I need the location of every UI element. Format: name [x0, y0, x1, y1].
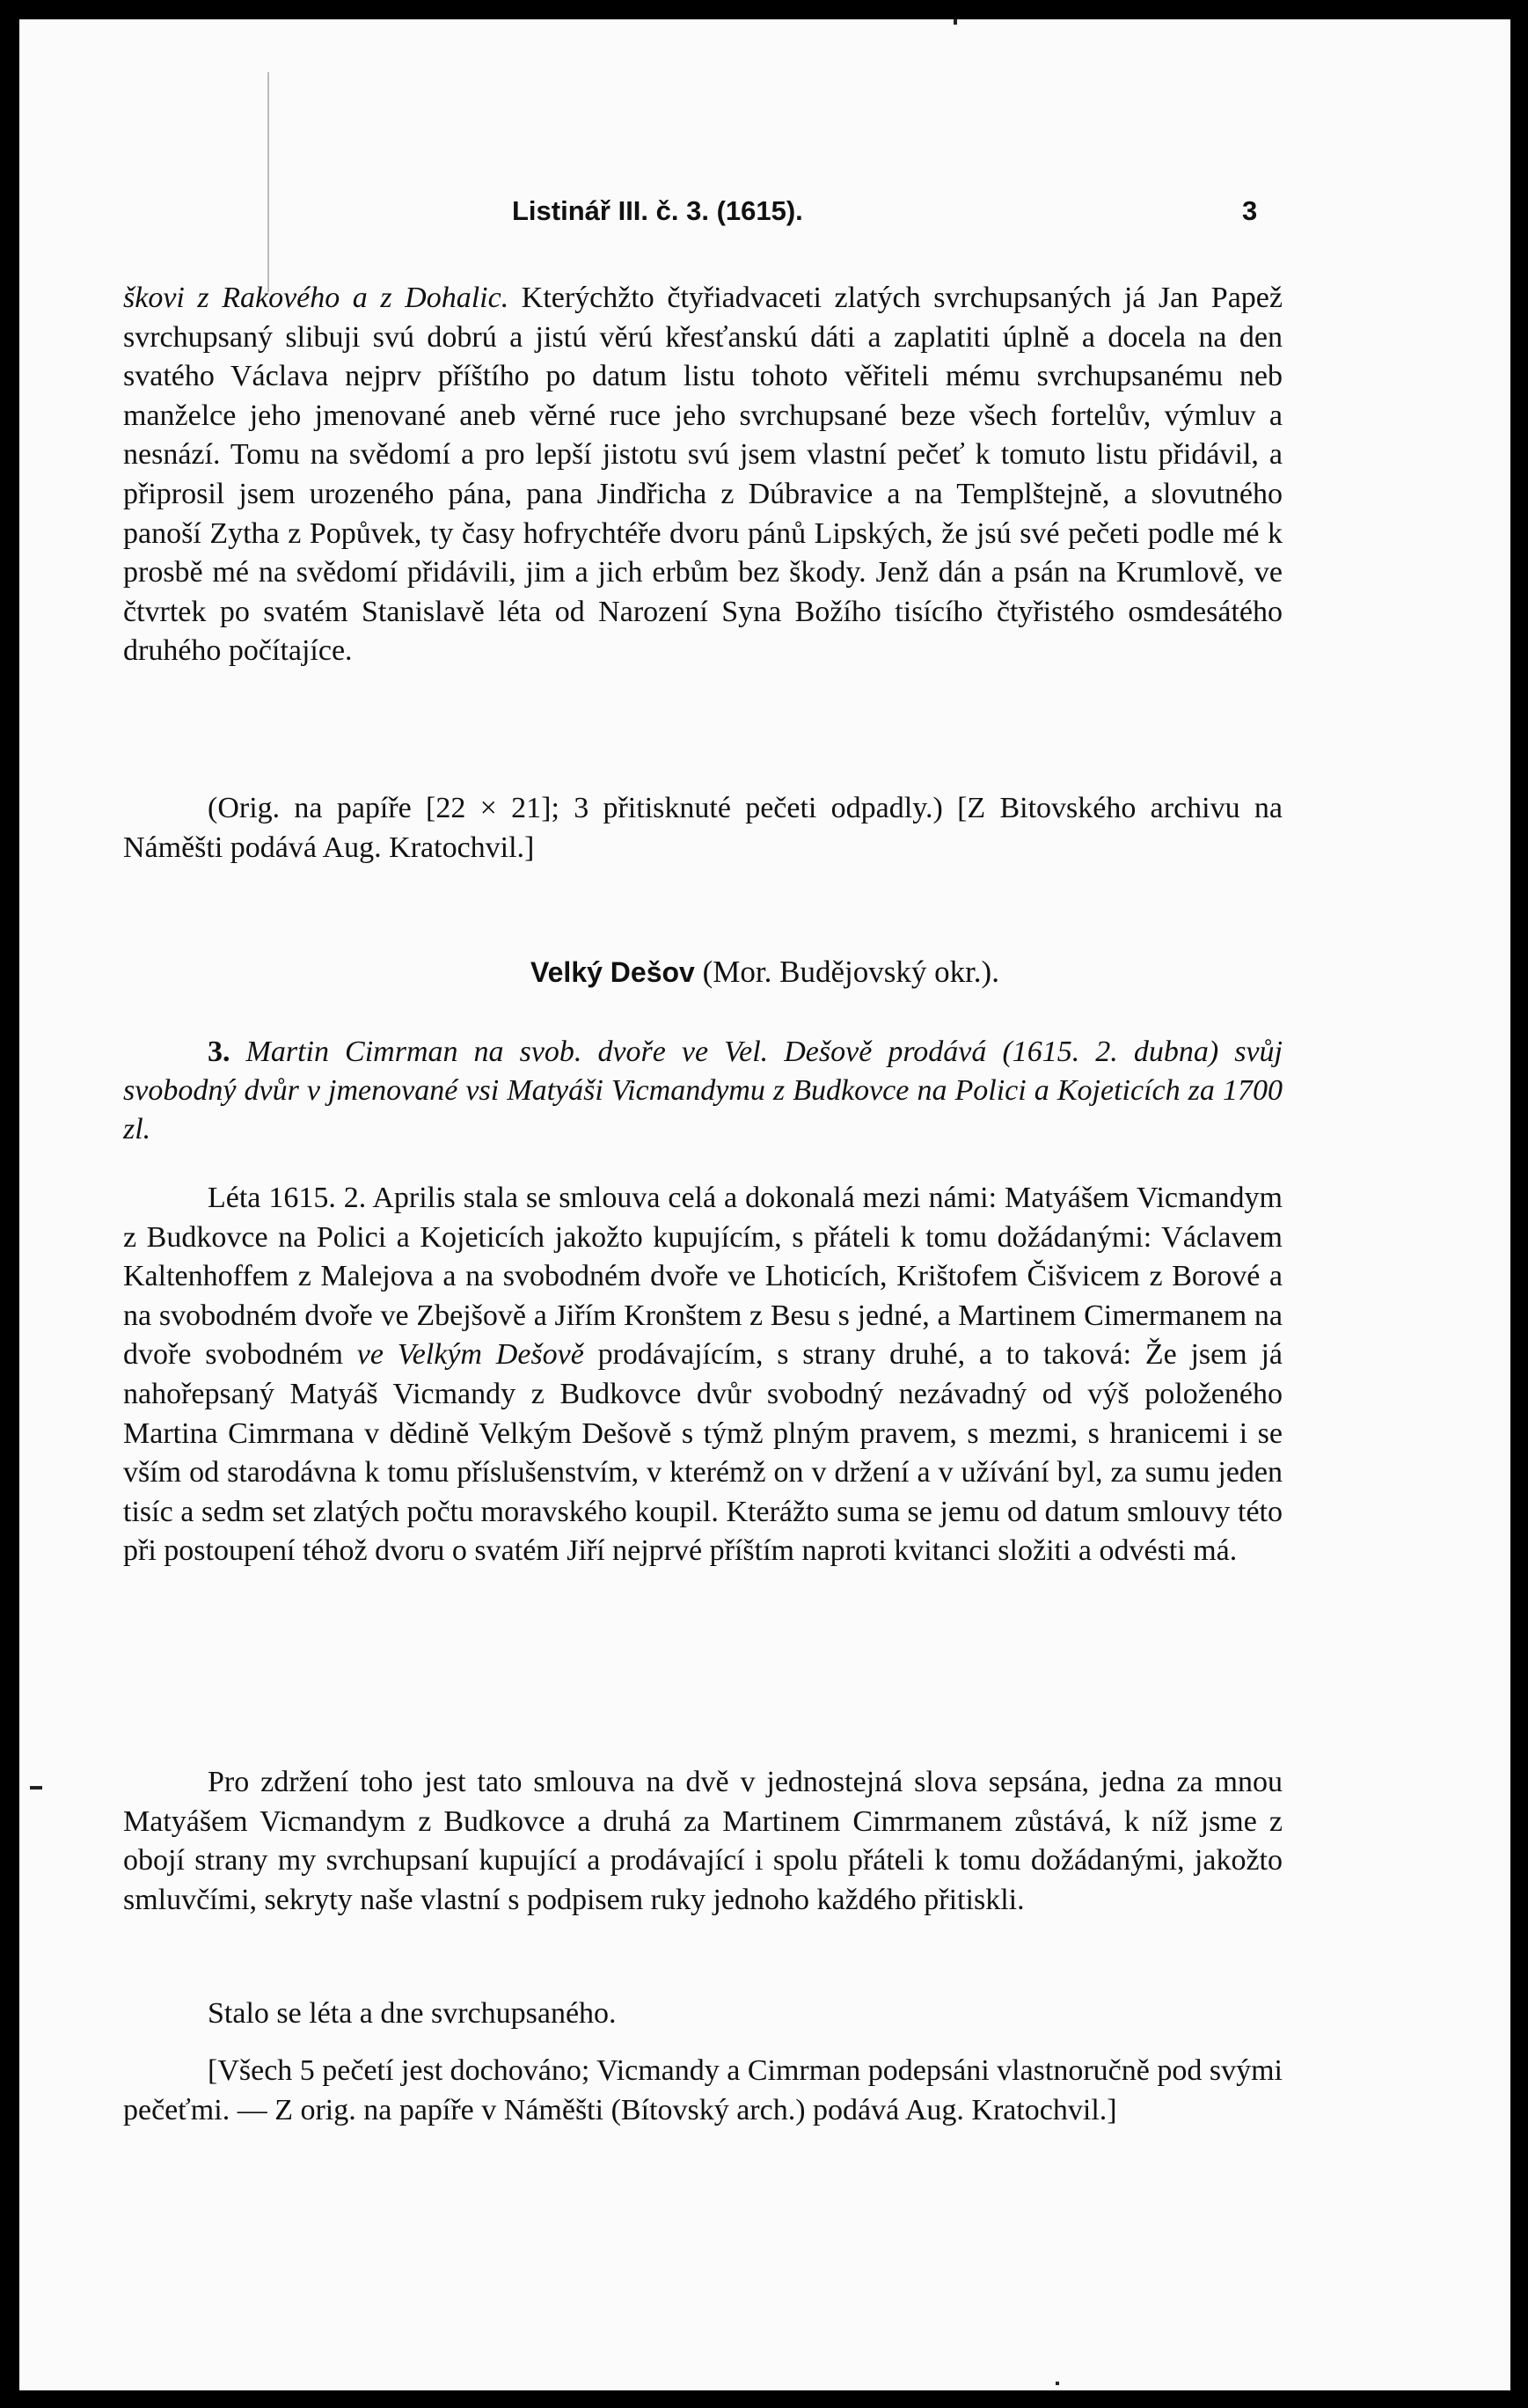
source-note-2: [Všech 5 pečetí jest dochováno; Vicmandy a Cimrman podepsáni vlastnoručně pod svými pečeťmi. — Z orig. na papíře v Náměšti (Bítovský arch.) podává Aug. Kratochvil.]: [123, 2054, 1283, 2126]
continuation-italic-lead: škovi z Rakového a z Dohalic.: [123, 282, 509, 314]
section-heading: [19, 955, 1510, 990]
document-title: Martin Cimrman na svob. dvoře ve Vel. Dešově prodává (1615. 2. dubna) svůj svobodný dvůr v jmenované vsi Matyáši Vicmandymu z Budkovce na Polici a Kojeticích za 1700 zl.: [123, 1036, 1283, 1145]
paragraph-2: Pro zdržení toho jest tato smlouva na dvě v jednostejná slova sepsána, jedna za mnou Matyášem Vicmandym z Budkovce a druhá za Martinem Cimrmanem zůstává, k níž jsme z obojí strany my svrchupsaní kupující a prodávající i spolu přáteli k tomu dožádanými, jakožto smluvčími, sekryty naše vlastní s podpisem ruky jednoho každého přitiskli.: [123, 1766, 1283, 1916]
paragraph-1-italic: ve Velkým Dešově: [356, 1338, 584, 1372]
source-note-1: (Orig. na papíře [22 × 21]; 3 přitisknuté pečeti odpadly.) [Z Bitovského archivu na Náměšti podává Aug. Kratochvil.]: [123, 792, 1283, 864]
continuation-paragraph: [123, 279, 1283, 671]
continuation-text: Kterýchžto čtyřiadvaceti zlatých svrchupsaných já Jan Papež svrchupsaný slibuji svú dobrú a jistú věrú křesťanskú dáti a zaplatiti úplně a docela na den svatého Václava nejprv příštího po datum listu tohoto věřiteli mému svrchupsanému neb manželce jeho jmenované aneb věrné ruce jeho svrchupsané beze všech fortelův, výmluv a nesnází. Tomu na svědomí a pro lepší jistotu svú jsem vlastní pečeť k tomuto listu přidávil, a připrosil jsem urozeného pána, pana Jindřicha z Dúbravice a na Templštejně, a slovutného panoší Zytha z Popůvek, ty časy hofrychtéře dvoru pánů Lipských, že jsú své pečeti podle mé k prosbě mé na svědomí přidávili, jim a jich erbům bez škody. Jenž dán a psán na Krumlově, ve čtvrtek po svatém Stanislavě léta od Narození Syna Božího tisícího čtyřistého osmdesátého druhého počítajíce.: [123, 282, 1283, 668]
dust-speck: [1056, 2382, 1059, 2385]
paragraph-1-after: prodávajícím, s strany druhé, a to taková: Že jsem já nahořepsaný Matyáš Vicmandy z Budkovce dvůr svobodný nezávadný od výš položeného Martina Cimrmana v dědině Velkým Dešově s týmž plným pravem, s mezmi, s hranicemi i se vším od starodávna k tomu příslušenstvím, v kterémž on v držení a v užívání byl, za sumu jeden tisíc a sedm set zlatých počtu moravského koupil. Kterážto suma se jemu od datum smlouvy této při postoupení téhož dvoru o svatém Jiří nejprvé příštím naproti kvitanci složiti a odvésti má.: [123, 1338, 1283, 1568]
document-page: [19, 19, 1510, 2390]
paragraph-1: [123, 1179, 1283, 1571]
page-number: 3: [1242, 195, 1258, 226]
dust-speck: [954, 19, 957, 25]
running-title: Listinář III. č. 3. (1615).: [512, 195, 803, 226]
section-place: Velký Dešov: [530, 956, 695, 988]
dust-speck: [30, 1786, 42, 1790]
section-district: (Mor. Budějovský okr.).: [694, 955, 999, 989]
margin-fold-line: [267, 72, 269, 292]
paragraph-1-before: Léta 1615. 2. Aprilis stala se smlouva celá a dokonalá mezi námi: Matyášem Vicmandym z Budkovce na Polici a Kojeticích jakožto kupujícím, s přáteli k tomu dožádanými: Václavem Kaltenhoffem z Malejova a na svobodném dvoře ve Lhoticích, Krištofem Čišvicem z Borové a na svobodném dvoře ve Zbejšově a Jiřím Kronštem z Besu s jedné, a Martinem Cimermanem na dvoře svobodném: [123, 1182, 1283, 1372]
document-heading: [123, 1033, 1283, 1149]
paragraph-3: Stalo se léta a dne svrchupsaného.: [208, 1997, 617, 2030]
document-number: 3.: [208, 1036, 230, 1068]
page-header: [19, 195, 1510, 239]
